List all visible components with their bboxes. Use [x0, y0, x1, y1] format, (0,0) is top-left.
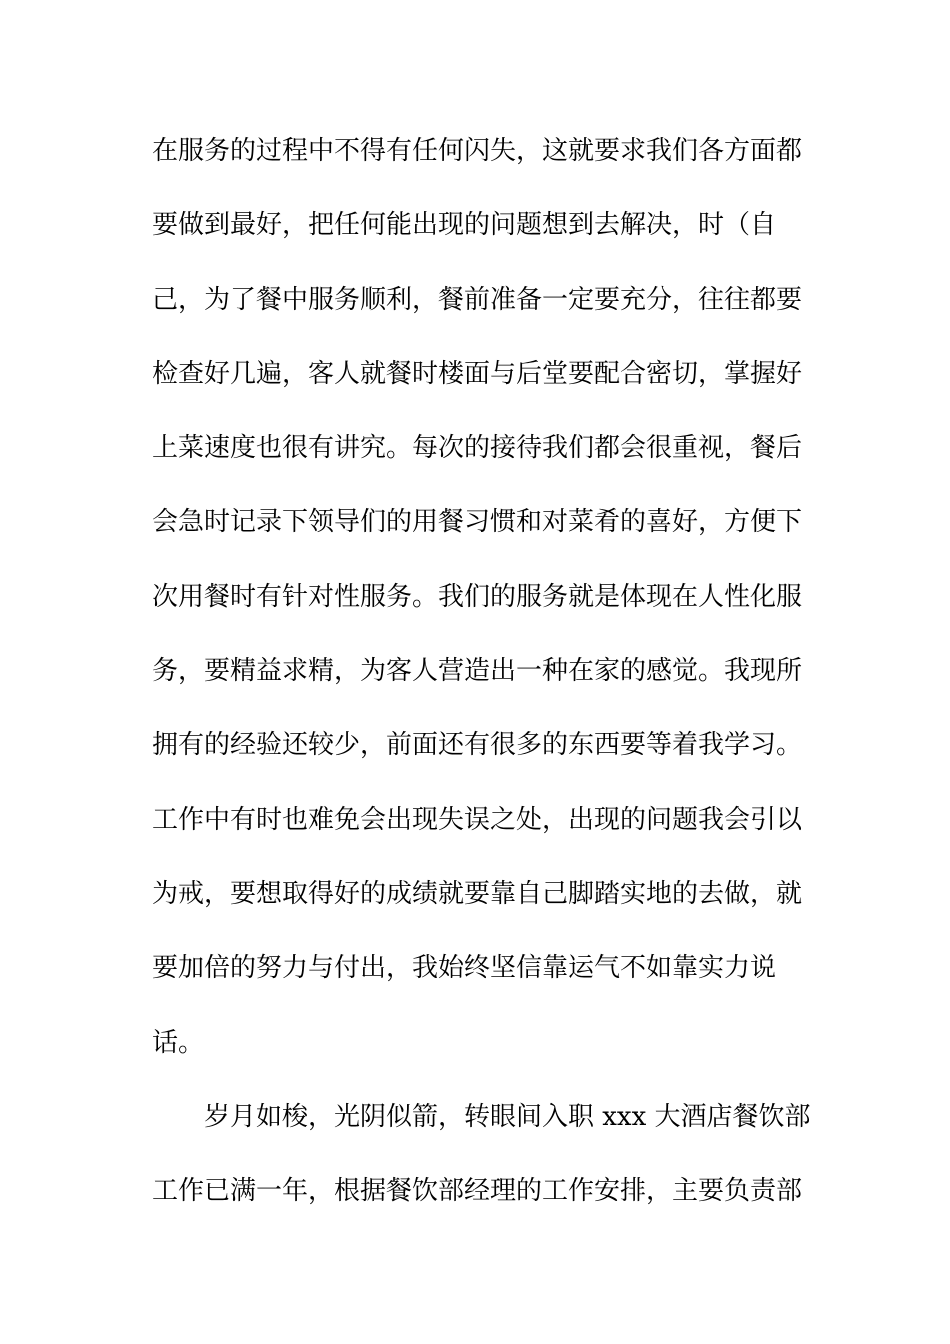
text-line: 拥有的经验还较少，前面还有很多的东西要等着我学习。 [152, 730, 803, 761]
text-line: 次用餐时有针对性服务。我们的服务就是体现在人性化服 [152, 581, 803, 612]
text-line: 务，要精益求精，为客人营造出一种在家的感觉。我现所 [152, 656, 803, 687]
text-line: 会急时记录下领导们的用餐习惯和对菜肴的喜好，方便下 [152, 507, 803, 538]
text-line: 要加倍的努力与付出，我始终坚信靠运气不如靠实力说 [152, 953, 777, 984]
text-line: 话。 [152, 1027, 205, 1058]
text-line: 上菜速度也很有讲究。每次的接待我们都会很重视，餐后 [152, 433, 803, 464]
text-line-indented: 岁月如梭，光阴似箭，转眼间入职 xxx 大酒店餐饮部 [204, 1101, 811, 1132]
text-line: 工作已满一年，根据餐饮部经理的工作安排，主要负责部 [152, 1176, 803, 1207]
text-line: 在服务的过程中不得有任何闪失，这就要求我们各方面都 [152, 136, 803, 166]
paragraph-1 [152, 126, 802, 1092]
paragraph-2 [152, 1092, 811, 1241]
text-line: 检查好几遍，客人就餐时楼面与后堂要配合密切，掌握好 [152, 358, 803, 389]
text-line: 为戒，要想取得好的成绩就要靠自己脚踏实地的去做，就 [152, 878, 803, 909]
body-text [152, 126, 811, 1240]
text-line: 己，为了餐中服务顺利，餐前准备一定要充分，往往都要 [152, 284, 803, 315]
text-line: 要做到最好，把任何能出现的问题想到去解决，时（自 [152, 210, 777, 241]
text-line: 工作中有时也难免会出现失误之处，出现的问题我会引以 [152, 804, 803, 835]
